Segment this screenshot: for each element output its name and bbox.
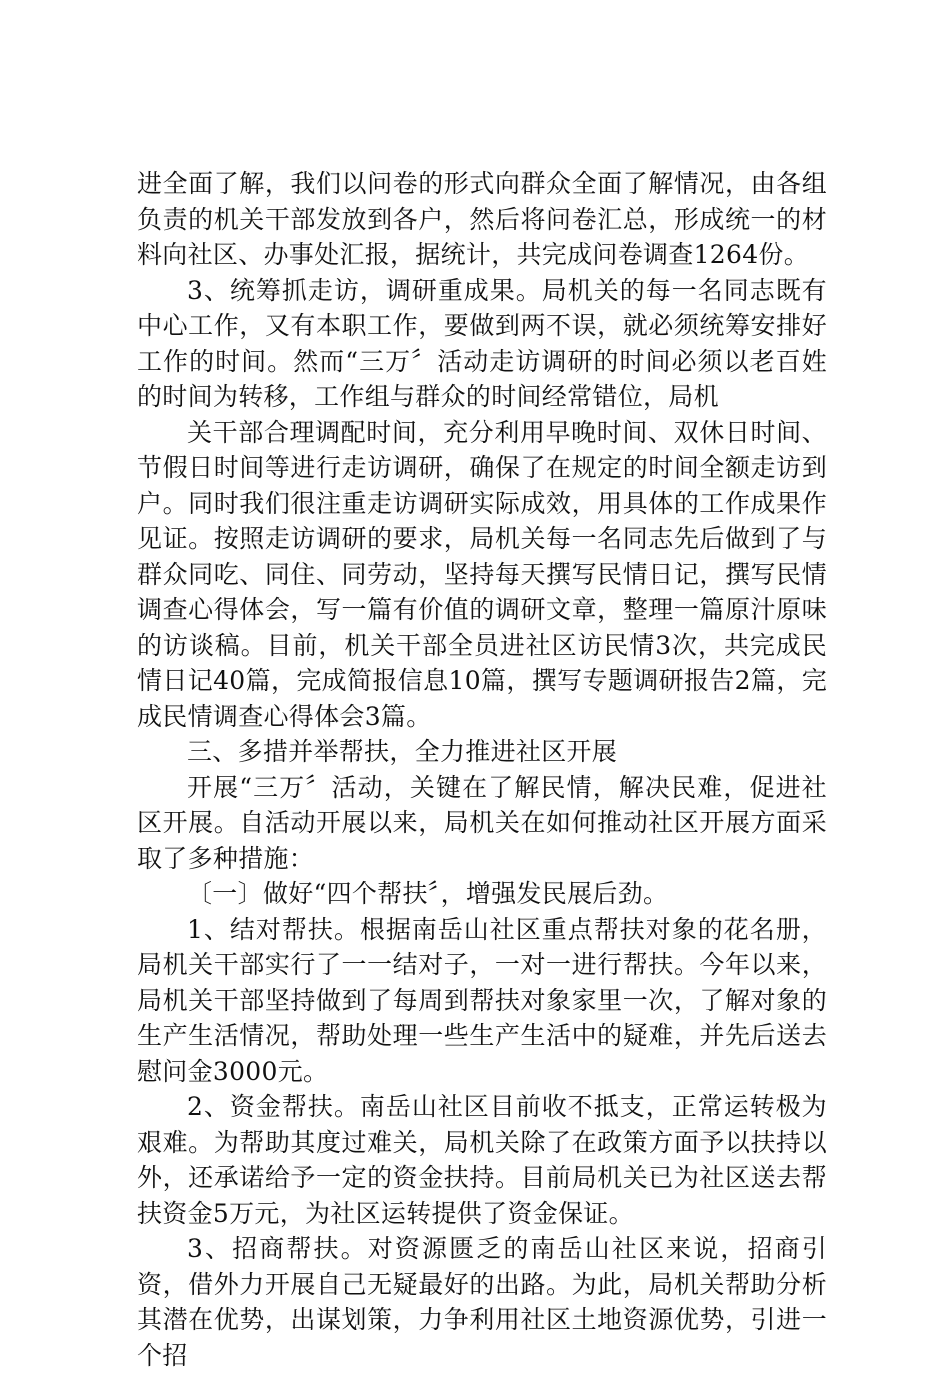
paragraph-visit-coordination: 3、统筹抓走访，调研重成果。局机关的每一名同志既有中心工作，又有本职工作，要做到两不误，就必须统筹安排好工作的时间。然而“三万〞活动走访调研的时间必须以老百姓的时间为转移，工作组与群众的时间经常错位，局机	[137, 275, 827, 411]
paragraph-investment-support: 3、招商帮扶。对资源匮乏的南岳山社区来说，招商引资，借外力开展自己无疑最好的出路。为此，局机关帮助分析其潜在优势，出谋划策，力争利用社区土地资源优势，引进一个招	[137, 1234, 827, 1370]
paragraph-funding-support: 2、资金帮扶。南岳山社区目前收不抵支，正常运转极为艰难。为帮助其度过难关，局机关除了在政策方面予以扶持以外，还承诺给予一定的资金扶持。目前局机关已为社区送去帮扶资金5万元，为社区运转提供了资金保证。	[137, 1092, 827, 1228]
paragraph-survey-summary: 进全面了解，我们以问卷的形式向群众全面了解情况，由各组负责的机关干部发放到各户，然后将问卷汇总，形成统一的材料向社区、办事处汇报，据统计，共完成问卷调查1264份。	[137, 169, 827, 269]
paragraph-visit-results: 关干部合理调配时间，充分利用早晚时间、双休日时间、节假日时间等进行走访调研，确保了在规定的时间全额走访到户。同时我们很注重走访调研实际成效，用具体的工作成果作见证。按照走访调研的要求，局机关每一名同志先后做到了与群众同吃、同住、同劳动，坚持每天撰写民情日记，撰写民情调查心得体会，写一篇有价值的调研文章，整理一篇原汁原味的访谈稿。目前，机关干部全员进社区访民情3次，共完成民情日记40篇，完成简报信息10篇，撰写专题调研报告2篇，完成民情调查心得体会3篇。	[137, 417, 827, 731]
subsection-heading-one: 〔一〕做好“四个帮扶〞，增强发民展后劲。	[187, 879, 669, 908]
paragraph-development-intro: 开展“三万〞活动，关键在了解民情，解决民难，促进社区开展。自活动开展以来，局机关在如何推动社区开展方面采取了多种措施：	[137, 772, 827, 873]
section-heading-three: 三、多措并举帮扶，全力推进社区开展	[187, 737, 618, 766]
paragraph-pairing-support: 1、结对帮扶。根据南岳山社区重点帮扶对象的花名册，局机关干部实行了一一结对子，一对一进行帮扶。今年以来，局机关干部坚持做到了每周到帮扶对象家里一次，了解对象的生产生活情况，帮助处理一些生产生活中的疑难，并先后送去慰问金3000元。	[137, 914, 827, 1086]
document-body	[137, 166, 827, 1373]
